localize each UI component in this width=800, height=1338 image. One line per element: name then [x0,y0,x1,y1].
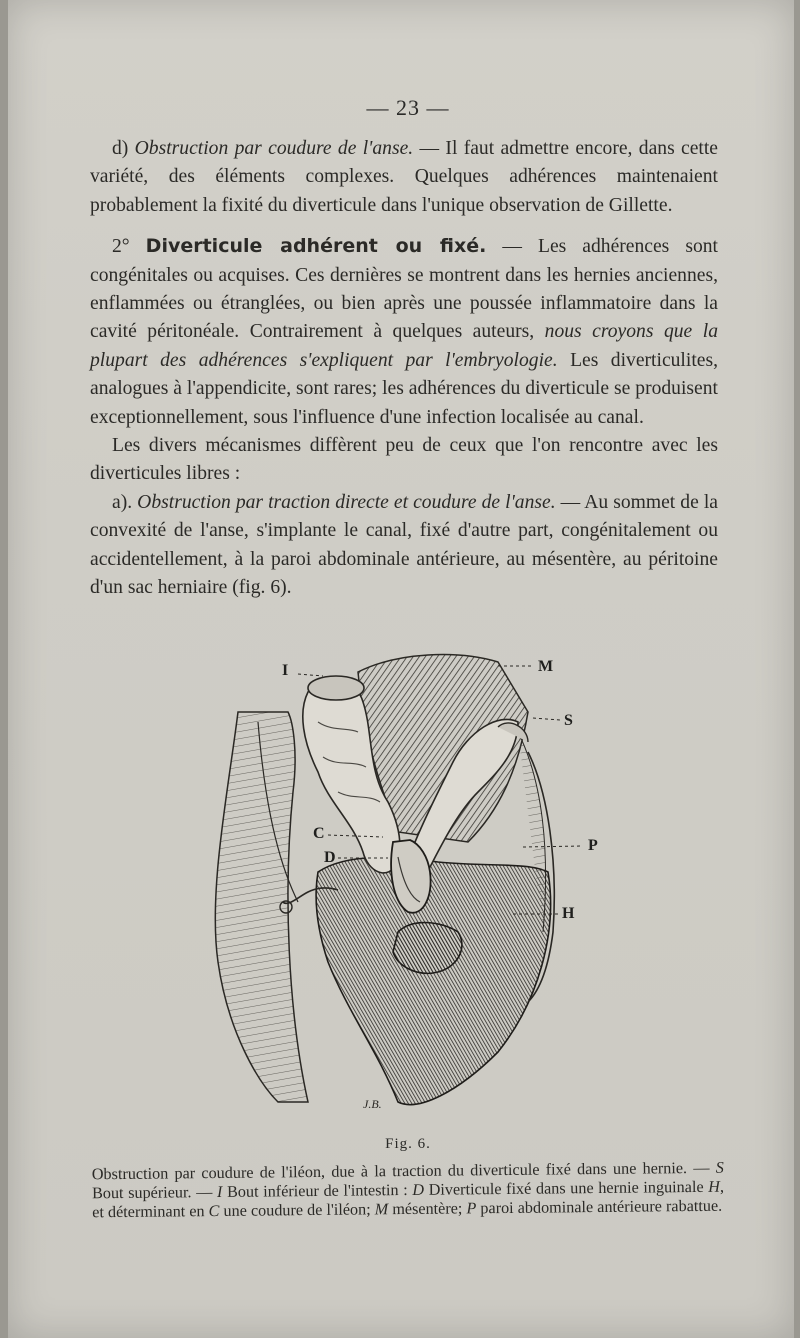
figure-caption [92,1159,725,1223]
body-text [90,135,718,603]
caption-symbol-p: P [466,1199,477,1218]
caption-text: Bout inférieur de l'intestin : [222,1180,413,1201]
section-title: Obstruction par coudure de l'anse. [134,138,414,159]
figure-label-h: H [562,905,575,922]
caption-symbol-s: S [715,1158,724,1177]
caption-text: Bout supérieur. — [91,1183,218,1203]
paragraph-3: Les divers mécanismes diffèrent peu de ceux que l'on rencontre avec les diverticules libres : [90,435,718,485]
figure-label-i: I [282,662,289,679]
caption-text: Diverticule fixé dans une hernie inguinale [423,1177,709,1199]
caption-text: Obstruction par coudure de l'iléon, due à la traction du diverticule fixé dans une hernie. — [91,1158,716,1184]
paragraph-lead: d) [112,138,135,159]
paragraph-lead: a). [112,491,138,513]
paragraph-text: — Il faut admettre encore, dans cette variété, des éléments complexes. Quelques adhérences maintenaient probablement la fixité du diverticule dans l'unique observation de Gillette. [90,138,718,216]
figure-label-s: S [564,712,573,729]
paragraph-text: Les diverticulites, analogues à l'appendicite, sont rares; les adhérences du diverticule se produisent exceptionnellement, sous l'influence d'une infection localisée au canal. [90,349,718,428]
paragraph-lead: 2° [112,236,146,258]
caption-text: mésentère; [388,1199,467,1219]
caption-symbol-m: M [374,1200,389,1219]
figure-label-p: P [588,837,598,854]
book-page [8,0,794,1338]
figure-title: Fig. 6. [385,1136,431,1152]
figure-label-c: C [313,825,325,842]
caption-symbol-h: H [708,1177,721,1196]
figure-label-d: D [324,849,336,866]
paragraph-2 [90,232,718,432]
emphasis-text: nous croyons que la plupart des adhérences s'expliquent par l'embryologie. [90,321,718,371]
paragraph-text: — Au sommet de la convexité de l'anse, s'implante le canal, fixé d'autre part, congénitalement ou accidentellement, à la paroi abdominale antérieure, au mésentère, au péritoine d'un sac herniaire (fig. 6). [90,491,718,599]
paragraph-a [90,489,718,603]
hernia-sac [316,858,551,1105]
figure-label-m: M [538,658,554,675]
page-number: — 23 — [366,95,450,120]
figure-6 [198,632,618,1132]
caption-symbol-i: I [216,1182,223,1201]
caption-symbol-d: D [412,1180,425,1199]
paragraph-text: — Les adhérences sont congénitales ou acquises. Ces dernières se montrent dans les hernies anciennes, enflammées ou étranglées, ou bien après une poussée inflammatoire dans la cavité péritonéale. Contrairement à quelques auteurs, [90,236,719,343]
caption-text: paroi abdominale antérieure rabattue. [476,1196,723,1218]
caption-text: , et déterminant en [92,1177,725,1222]
section-title: Obstruction par traction directe et coudure de l'anse. [137,491,556,513]
svg-text:J.B.: J.B. [363,1097,382,1111]
caption-symbol-c: C [208,1201,220,1221]
caption-text: une coudure de l'iléon; [219,1200,375,1220]
paragraph-d [90,135,718,220]
section-heading: Diverticule adhérent ou fixé. [145,235,487,258]
hernia-knot [393,923,462,974]
anatomical-illustration [198,632,618,1132]
abdominal-wall-left [215,712,308,1102]
